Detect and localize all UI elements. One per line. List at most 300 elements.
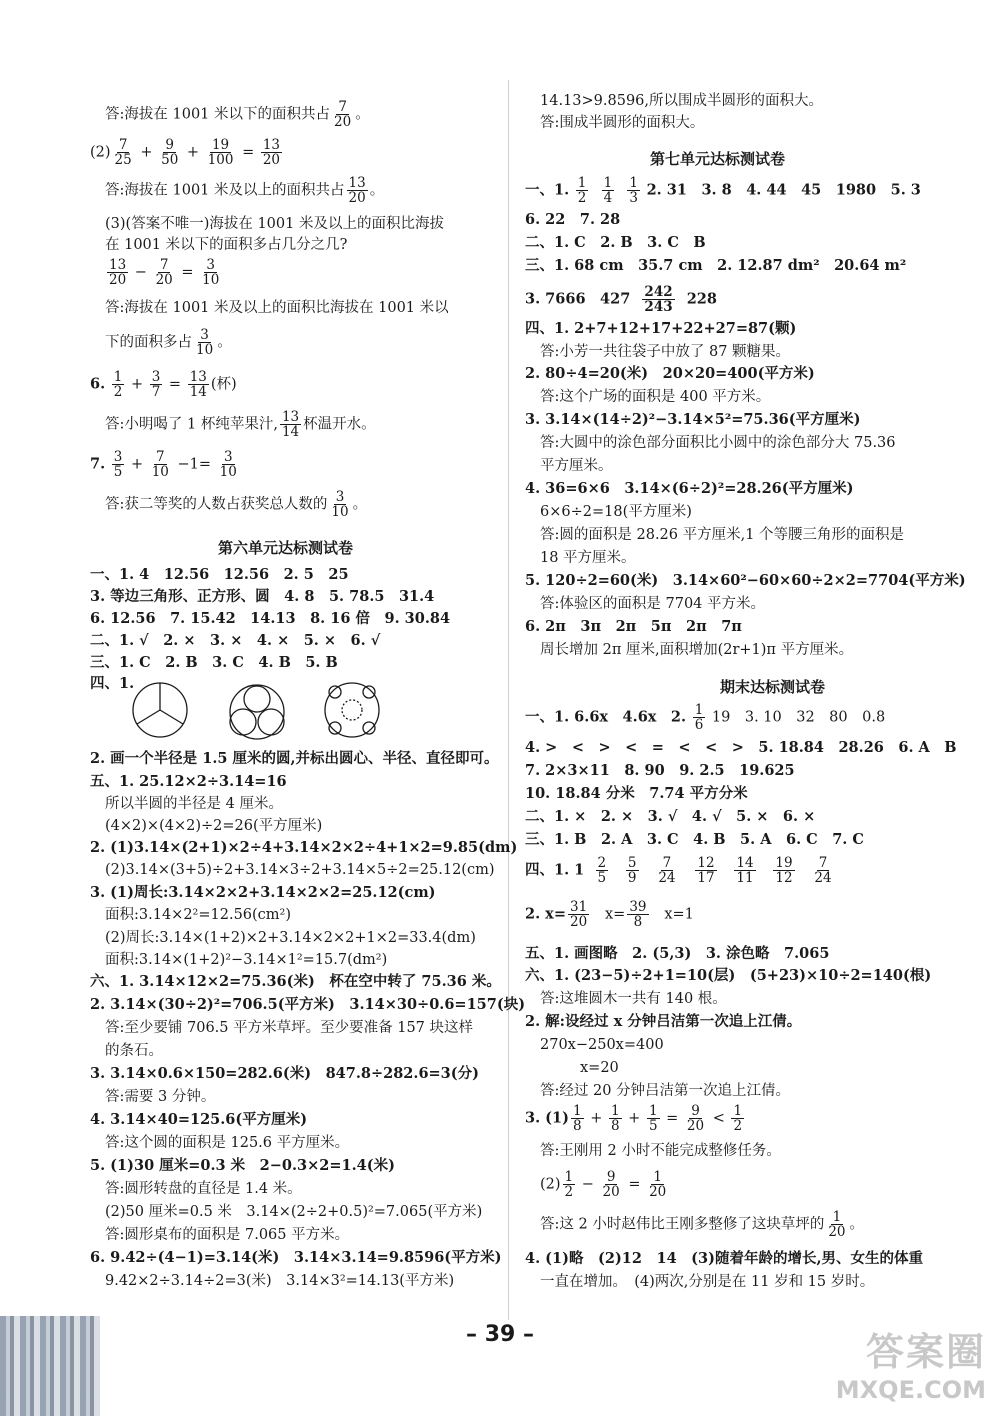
fraction (627, 176, 640, 205)
denominator: 5 (648, 1118, 658, 1134)
answer-line (90, 1065, 479, 1083)
numerator: 3 (113, 449, 123, 465)
answer-line (105, 906, 291, 924)
answer-line (90, 773, 287, 791)
answer-line (105, 328, 232, 357)
answer-line (105, 951, 387, 969)
fraction (206, 138, 236, 167)
answer-line (105, 861, 494, 879)
numerator: 7 (818, 855, 828, 871)
operator: + (130, 456, 144, 473)
answer-line (525, 257, 906, 275)
text: 答:这堆圆木一共有 140 根。 (540, 991, 727, 1007)
text: 2. 解:设经过 x 分钟吕洁第一次追上江倩。 (525, 1013, 802, 1030)
text: 答:小芳一共往袋子中放了 87 颗糖果。 (540, 344, 791, 360)
answer-line (525, 762, 795, 780)
answer-line (105, 1226, 349, 1244)
watermark (836, 1321, 986, 1404)
operator: + (186, 144, 200, 161)
answer-line (525, 739, 957, 757)
equation-line (525, 1104, 746, 1133)
numerator: 14 (736, 855, 754, 871)
text: (2) (90, 144, 111, 161)
numerator: 242 (644, 284, 673, 300)
answer-line (90, 973, 501, 991)
text: x=1 (664, 906, 694, 923)
text: 答:小明喝了 1 杯纯苹果汁, (105, 416, 278, 433)
fraction (112, 370, 125, 399)
denominator: 3 (629, 190, 638, 206)
text: 4. 3.14×40=125.6(平方厘米) (90, 1111, 308, 1128)
text: 答:需要 3 分钟。 (105, 1089, 216, 1105)
text: 。 (849, 1216, 865, 1233)
numerator: 7 (338, 99, 347, 115)
fraction (218, 450, 239, 479)
numerator: 3 (151, 369, 161, 385)
text: 六、1. (23−5)÷2+1=10(层) (5+23)×10÷2=140(根) (525, 967, 932, 984)
fraction (627, 900, 648, 929)
answer-line (105, 490, 367, 519)
text: 6. 2π 3π 2π 5π 2π 7π (525, 618, 742, 635)
denominator: 10 (331, 504, 349, 520)
answer-line (105, 1180, 302, 1198)
text-line (105, 215, 444, 233)
text: 三、1. B 2. A 3. C 4. B 5. A 6. C 7. C (525, 831, 864, 848)
text: 6. (90, 375, 106, 393)
fraction (112, 450, 125, 479)
numerator: 1 (577, 175, 587, 191)
answer-line (105, 1272, 454, 1290)
denominator: 8 (610, 1118, 620, 1134)
fraction (563, 1170, 576, 1199)
fraction (568, 900, 589, 929)
text: 2. (1)3.14×(2+1)×2÷4+3.14×2×2÷4+1×2=9.85(dm) (90, 839, 518, 856)
text: 10. 18.84 分米 7.74 平方分米 (525, 785, 748, 802)
numerator: 2 (597, 855, 607, 871)
text: 6×6÷2=18(平方厘米) (540, 504, 692, 520)
answer-line (525, 176, 921, 205)
equation-line (540, 1170, 670, 1199)
answer-line (525, 618, 742, 636)
answer-line (525, 211, 620, 229)
text: 四、1. (90, 675, 135, 692)
answer-line (580, 1059, 619, 1077)
text: 二、1. √ 2. × 3. × 4. × 5. × 6. √ (90, 632, 381, 649)
text: (2)周长:3.14×(1+2)×2+3.14×2×2+1×2=33.4(dm) (105, 930, 476, 946)
answer-line (525, 703, 885, 732)
text: (2)3.14×(3+5)÷2+3.14×3÷2+3.14×5÷2=25.12(cm) (105, 862, 495, 878)
answer-line (525, 572, 966, 590)
numerator: 13 (262, 137, 281, 153)
fraction (159, 138, 180, 167)
text: 5. 120÷2=60(米) 3.14×60²−60×60÷2×2=7704(平方米) (525, 572, 966, 589)
denominator: 2 (564, 1184, 574, 1200)
equation-line (90, 138, 284, 167)
fraction (826, 1210, 847, 1239)
fraction (647, 1170, 668, 1199)
denominator: 20 (602, 1184, 620, 1200)
denominator: 20 (569, 914, 588, 930)
answer-line (525, 285, 717, 314)
text: 3. (1)周长:3.14×2×2+3.14×2×2=25.12(cm) (90, 884, 436, 901)
answer-line (540, 503, 692, 521)
text: 6. 12.56 7. 15.42 14.13 8. 16 倍 9. 30.84 (90, 610, 451, 627)
denominator: 12 (775, 870, 793, 886)
denominator: 20 (348, 190, 366, 206)
fraction (200, 258, 221, 287)
text: 答:这个广场的面积是 400 平方米。 (540, 389, 771, 405)
answer-line (525, 900, 694, 929)
numerator: 1 (694, 702, 704, 718)
operator: + (130, 376, 144, 393)
operator: = (168, 376, 182, 393)
denominator: 50 (161, 152, 179, 168)
answer-line (105, 100, 370, 129)
operator: = (242, 144, 255, 161)
numerator: 1 (603, 175, 613, 191)
answer-line (540, 457, 613, 475)
denominator: 7 (151, 384, 161, 400)
fraction (626, 856, 639, 885)
unit6-heading: 第六单元达标测试卷 (218, 539, 354, 557)
numerator: 7 (159, 257, 169, 273)
answer-line (540, 990, 727, 1008)
fraction (150, 370, 163, 399)
fraction (150, 450, 171, 479)
numerator: 1 (573, 1103, 582, 1119)
denominator: 5 (597, 870, 607, 886)
answer-line (90, 884, 436, 902)
text: 二、1. × 2. × 3. √ 4. √ 5. × 6. × (525, 808, 816, 825)
text: 4. (1)略 (2)12 14 (3)随着年龄的增长,男、女生的体重 (525, 1250, 924, 1267)
answer-line (525, 320, 796, 338)
text: 。 (355, 106, 370, 123)
numerator: 7 (156, 449, 165, 465)
text: 二、1. C 2. B 3. C B (525, 234, 706, 251)
denominator: 20 (109, 272, 127, 288)
fraction (812, 856, 833, 885)
text: 答:圆形桌布的面积是 7.065 平方米。 (105, 1227, 350, 1243)
numerator: 12 (697, 855, 715, 871)
numerator: 7 (662, 855, 672, 871)
answer-line (525, 1250, 923, 1268)
text: 周长增加 2π 厘米,面积增加(2r+1)π 平方厘米。 (540, 642, 854, 658)
text: 答:获二等奖的人数占获奖总人数的 (105, 496, 328, 513)
text: 四、1. 1 (525, 861, 585, 879)
denominator: 24 (814, 870, 832, 886)
text: 2. 31 3. 8 4. 44 45 1980 5. 3 (646, 181, 921, 199)
text: 答:圆形转盘的直径是 1.4 米。 (105, 1181, 302, 1197)
text: 答:大圆中的涂色部分面积比小圆中的涂色部分大 75.36 (540, 435, 896, 451)
text: 四、1. 2+7+12+17+22+27=87(颗) (525, 320, 797, 337)
text: 三、1. C 2. B 3. C 4. B 5. B (90, 654, 338, 671)
numerator: 1 (564, 1169, 574, 1185)
answer-line (540, 343, 790, 361)
answer-line (540, 526, 904, 544)
denominator: 2 (113, 384, 123, 400)
answer-line (540, 549, 636, 567)
answer-line (90, 1157, 395, 1175)
text: 答:圆的面积是 28.26 平方厘米,1 个等腰三角形的面积是 (540, 527, 905, 543)
text: 答:体验区的面积是 7704 平方米。 (540, 596, 766, 612)
fraction (261, 138, 282, 167)
answer-line (105, 1019, 473, 1037)
text: 7. (90, 455, 106, 473)
text: 3. 等边三角形、正方形、圆 4. 8 5. 78.5 31.4 (90, 588, 435, 605)
text: 2. x= (525, 905, 566, 923)
text: 7. 2×3×11 8. 90 9. 2.5 19.625 (525, 762, 795, 779)
denominator: 20 (649, 1184, 667, 1200)
text: 平方厘米。 (540, 458, 613, 474)
fraction (329, 490, 350, 519)
answer-line (525, 831, 864, 849)
text: 3. 3.14×(14÷2)²−3.14×5²=75.36(平方厘米) (525, 411, 861, 428)
circle-four-small (325, 683, 379, 737)
circle-three-small (230, 685, 284, 739)
text: (3)(答案不唯一)海拔在 1001 米及以上的面积比海拔 (105, 216, 444, 232)
answer-line (540, 1142, 781, 1160)
answer-line (525, 480, 853, 498)
answer-line (105, 176, 384, 205)
numerator: 1 (610, 1103, 620, 1119)
text: 答:王刚用 2 小时不能完成整修任务。 (540, 1143, 781, 1159)
denominator: 25 (114, 152, 132, 168)
text-line (105, 236, 347, 254)
fraction (571, 1104, 584, 1133)
text: 下的面积多占 (105, 334, 192, 351)
answer-line (105, 1042, 163, 1060)
answer-line (90, 675, 134, 693)
fraction (113, 138, 134, 167)
text-line (540, 92, 823, 110)
answer-line (540, 114, 704, 132)
answer-line (540, 1082, 790, 1100)
text: 五、1. 画图略 2. (5,3) 3. 涂色略 7.065 (525, 945, 830, 962)
numerator: 1 (113, 369, 123, 385)
operator: + (590, 1110, 603, 1127)
fraction (656, 856, 677, 885)
text: 五、1. 25.12×2÷3.14=16 (90, 773, 287, 790)
denominator: 24 (658, 870, 676, 886)
text: 9.42×2÷3.14÷2=3(米) 3.14×3²=14.13(平方米) (105, 1273, 455, 1289)
denominator: 5 (113, 464, 123, 480)
text: 的条石。 (105, 1043, 163, 1059)
denominator: 17 (697, 870, 715, 886)
text: (4×2)×(4×2)÷2=26(平方厘米) (105, 818, 323, 834)
numerator: 1 (629, 175, 638, 191)
denominator: 14 (281, 424, 300, 440)
text: 所以半圆的半径是 4 厘米。 (105, 796, 283, 812)
answer-line (105, 817, 322, 835)
answer-line (540, 1273, 874, 1291)
denominator: 8 (633, 914, 643, 930)
answer-line (105, 410, 376, 439)
answer-line (105, 929, 476, 947)
text: 答:围成半圆形的面积大。 (540, 115, 705, 131)
text: 6. 22 7. 28 (525, 211, 621, 228)
text: 。 (352, 496, 368, 513)
text: 面积:3.14×(1+2)²−3.14×1²=15.7(dm²) (105, 952, 388, 968)
text: (杯) (210, 376, 237, 393)
answer-line (525, 945, 829, 963)
text: 228 (686, 290, 717, 308)
denominator: 11 (736, 870, 754, 886)
denominator: 20 (155, 272, 173, 288)
denominator: 100 (207, 152, 234, 168)
fraction (188, 370, 209, 399)
text: 一、1. (525, 181, 570, 199)
operator: + (140, 144, 153, 161)
denominator: 20 (828, 1224, 846, 1240)
fraction (647, 1104, 660, 1133)
text: 三、1. 68 cm 35.7 cm 2. 12.87 dm² 20.64 m² (525, 257, 907, 274)
page-number: – 39 – (466, 1322, 534, 1347)
answer-line (90, 566, 349, 584)
denominator: 20 (686, 1118, 705, 1134)
answer-line (525, 234, 706, 252)
numerator: 1 (832, 1209, 842, 1225)
text: x= (605, 906, 626, 923)
text: 3. 7666 427 (525, 290, 631, 308)
equation-line (90, 370, 237, 399)
text: 在 1001 米以下的面积多占几分之几? (105, 237, 348, 253)
denominator: 14 (189, 384, 207, 400)
text: 。 (369, 182, 385, 199)
text: 答:海拔在 1001 米及以上的面积比海拔在 1001 米以 (105, 300, 449, 316)
fraction (280, 410, 301, 439)
denominator: 20 (262, 152, 281, 168)
answer-line (90, 632, 380, 650)
answer-line (540, 388, 770, 406)
numerator: 7 (118, 137, 128, 153)
numerator: 9 (165, 137, 174, 153)
text: 4. > < > < = < < > 5. 18.84 28.26 6. A B (525, 739, 957, 756)
numerator: 1 (653, 1169, 662, 1185)
answer-line (540, 641, 853, 659)
answer-line (525, 967, 931, 985)
text: 答:这 2 小时赵伟比王刚多整修了这块草坪的 (540, 1216, 825, 1233)
answer-line (525, 808, 815, 826)
text: 。 (217, 334, 232, 351)
text: 2. 80÷4=20(米) 20×20=400(平方米) (525, 365, 815, 382)
operator: − (134, 264, 147, 281)
numerator: 13 (348, 175, 366, 191)
fraction (609, 1104, 622, 1133)
fraction (734, 856, 755, 885)
circle-three-sectors (133, 683, 187, 737)
answer-line (105, 795, 283, 813)
text: 2. 画一个半径是 1.5 厘米的圆,并标出圆心、半径、直径即可。 (90, 750, 499, 767)
column-divider (508, 80, 509, 1320)
numerator: 13 (109, 257, 127, 273)
text: 六、1. 3.14×12×2=75.36(米) 杯在空中转了 75.36 米。 (90, 973, 501, 990)
numerator: 31 (569, 899, 588, 915)
numerator: 13 (281, 409, 300, 425)
denominator: 243 (644, 299, 673, 315)
answer-line (105, 1088, 215, 1106)
numerator: 3 (223, 449, 233, 465)
operator: = (181, 264, 194, 281)
text: 一、1. 6.6x 4.6x 2. (525, 708, 687, 726)
answer-line (105, 1203, 482, 1221)
operator: = (666, 1110, 679, 1127)
final-test-heading: 期末达标测试卷 (720, 678, 826, 696)
denominator: 2 (577, 190, 587, 206)
fraction (731, 1104, 744, 1133)
operator: − (581, 1176, 594, 1193)
fraction (602, 176, 615, 205)
answer-line (105, 1134, 349, 1152)
text: (2)50 厘米=0.5 米 3.14×(2÷2+0.5)²=7.065(平方米) (105, 1204, 483, 1220)
text: 面积:3.14×2²=12.56(cm²) (105, 907, 292, 923)
denominator: 9 (627, 870, 637, 886)
text: 3. (1) (525, 1109, 569, 1127)
fraction (601, 1170, 622, 1199)
fraction (107, 258, 128, 287)
text: 270x−250x=400 (540, 1037, 664, 1053)
answer-line (540, 1210, 864, 1239)
answer-line (90, 1111, 307, 1129)
fraction (194, 328, 215, 357)
text: x=20 (580, 1060, 619, 1076)
numerator: 39 (629, 899, 647, 915)
answer-line (90, 750, 499, 768)
numerator: 3 (335, 489, 345, 505)
numerator: 1 (648, 1103, 658, 1119)
circle-drawings (130, 678, 400, 748)
denominator: 4 (603, 190, 613, 206)
text-line (105, 299, 449, 317)
numerator: 13 (189, 369, 207, 385)
answer-line (525, 411, 860, 429)
denominator: 10 (196, 342, 214, 358)
operator: < (712, 1110, 725, 1127)
text: 14.13>9.8596,所以围成半圆形的面积大。 (540, 93, 824, 109)
equation-line (90, 450, 241, 479)
text: 答:经过 20 分钟吕洁第一次追上江倩。 (540, 1083, 791, 1099)
text: 杯温开水。 (303, 416, 376, 433)
numerator: 5 (627, 855, 637, 871)
text: 答:至少要铺 706.5 平方米草坪。至少要准备 157 块这样 (105, 1020, 474, 1036)
answer-line (525, 856, 836, 885)
numerator: 19 (775, 855, 793, 871)
fraction (642, 285, 674, 314)
text: (2) (540, 1176, 561, 1193)
answer-line (90, 1249, 502, 1267)
unit7-heading: 第七单元达标测试卷 (650, 150, 786, 168)
text: 答:海拔在 1001 米及以上的面积共占 (105, 182, 345, 199)
text: 3. 3.14×0.6×150=282.6(米) 847.8÷282.6=3(分) (90, 1065, 479, 1082)
answer-line (90, 839, 517, 857)
operator: −1= (177, 456, 212, 473)
text: 4. 36=6×6 3.14×(6÷2)²=28.26(平方厘米) (525, 480, 854, 497)
denominator: 10 (151, 464, 169, 480)
text: 19 3. 10 32 80 0.8 (711, 709, 886, 726)
answer-line (90, 654, 338, 672)
answer-line (90, 588, 434, 606)
fraction (685, 1104, 706, 1133)
fraction (154, 258, 175, 287)
text: 答:海拔在 1001 米以下的面积共占 (105, 106, 331, 123)
answer-line (525, 1013, 801, 1031)
numerator: 9 (691, 1103, 700, 1119)
operator: = (628, 1176, 641, 1193)
scan-edge-strip (0, 1316, 100, 1416)
fraction (347, 176, 368, 205)
numerator: 19 (211, 137, 230, 153)
text: 答:这个圆的面积是 125.6 平方厘米。 (105, 1135, 350, 1151)
answer-line (90, 610, 450, 628)
